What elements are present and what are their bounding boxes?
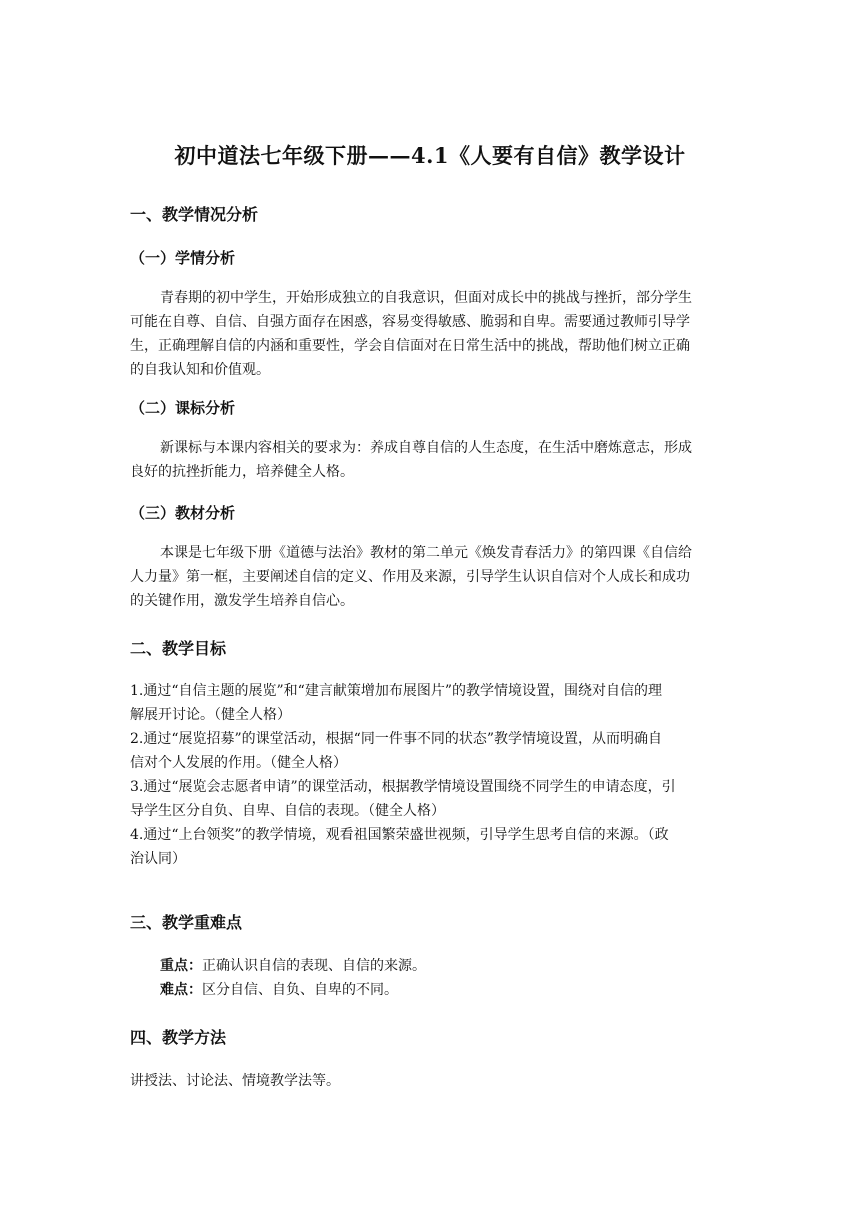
document-title: 初中道法七年级下册——4.1《人要有自信》教学设计	[174, 143, 686, 168]
difficult-point-text: 区分自信、自负、自卑的不同。	[202, 982, 398, 998]
subsection-heading-student-analysis: （一）学情分析	[130, 249, 236, 267]
methods-text: 讲授法、讨论法、情境教学法等。	[130, 1073, 340, 1089]
subsection-heading-curriculum-analysis: （二）课标分析	[130, 399, 236, 417]
objective-line: 3.通过“展览会志愿者申请”的课堂活动，根据教学情境设置围绕不同学生的申请态度，引	[130, 779, 676, 795]
curriculum-analysis-paragraph	[130, 436, 732, 484]
objective-line: 4.通过“上台领奖”的教学情境，观看祖国繁荣盛世视频，引导学生思考自信的来源。（政	[130, 827, 669, 843]
paragraph-line: 新课标与本课内容相关的要求为：养成自尊自信的人生态度，在生活中磨炼意志，形成	[160, 440, 692, 456]
objective-line: 解展开讨论。（健全人格）	[130, 707, 291, 723]
section-heading-key-points: 三、教学重难点	[130, 913, 243, 932]
section-heading-objectives: 二、教学目标	[130, 639, 227, 658]
difficult-point-label: 难点：	[160, 982, 202, 998]
objective-line: 导学生区分自负、自卑、自信的表现。（健全人格）	[130, 803, 445, 819]
section-heading-analysis: 一、教学情况分析	[130, 205, 259, 224]
paragraph-line: 人力量》第一框，主要阐述自信的定义、作用及来源，引导学生认识自信对个人成长和成功	[130, 569, 690, 585]
key-point-line	[160, 954, 426, 978]
textbook-analysis-paragraph	[130, 541, 732, 613]
paragraph-line: 本课是七年级下册《道德与法治》教材的第二单元《焕发青春活力》的第四课《自信给	[160, 545, 692, 561]
paragraph-line: 生，正确理解自信的内涵和重要性，学会自信面对在日常生活中的挑战，帮助他们树立正确	[130, 338, 690, 354]
objective-line: 2.通过“展览招募”的课堂活动，根据“同一件事不同的状态”教学情境设置，从而明确自	[130, 731, 662, 747]
subsection-heading-textbook-analysis: （三）教材分析	[130, 504, 236, 522]
methods-paragraph	[130, 1069, 732, 1093]
objective-line: 信对个人发展的作用。（健全人格）	[130, 755, 347, 771]
objective-line: 治认同）	[130, 851, 186, 867]
student-analysis-paragraph	[130, 286, 732, 382]
section-heading-methods: 四、教学方法	[130, 1028, 227, 1047]
objective-line: 1.通过“自信主题的展览”和“建言献策增加布展图片”的教学情境设置，围绕对自信的理	[130, 683, 662, 699]
key-point-label: 重点：	[160, 958, 202, 974]
paragraph-line: 良好的抗挫折能力，培养健全人格。	[130, 464, 354, 480]
difficult-point-line	[160, 978, 398, 1002]
paragraph-line: 青春期的初中学生，开始形成独立的自我意识，但面对成长中的挑战与挫折，部分学生	[160, 290, 692, 306]
paragraph-line: 可能在自尊、自信、自强方面存在困惑，容易变得敏感、脆弱和自卑。需要通过教师引导学	[130, 314, 690, 330]
paragraph-line: 的关键作用，激发学生培养自信心。	[130, 593, 354, 609]
paragraph-line: 的自我认知和价值观。	[130, 362, 270, 378]
key-point-text: 正确认识自信的表现、自信的来源。	[202, 958, 426, 974]
objectives-list	[130, 679, 732, 871]
